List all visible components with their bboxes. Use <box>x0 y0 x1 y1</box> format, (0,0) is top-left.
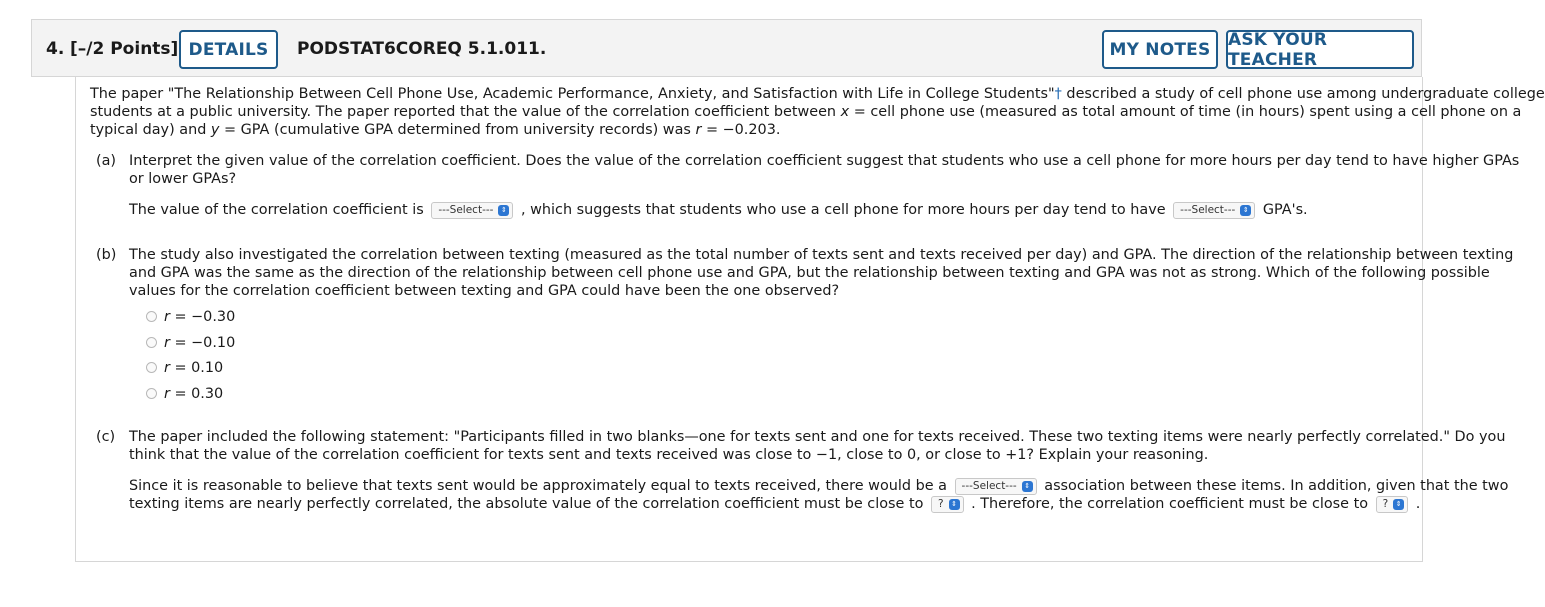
question-header <box>31 19 1422 77</box>
part-a-label: (a) <box>96 153 117 169</box>
question-code: PODSTAT6COREQ 5.1.011. <box>297 39 547 59</box>
radio-option-4-label: r = 0.30 <box>164 386 224 402</box>
select-arrow-icon: ⇕ <box>1240 205 1251 216</box>
intro-line-2: students at a public university. The paper reported that the value of the correlation coefficient between x = cell phone use (measured as total amount of time (in hours) spent using a cell phone on a <box>90 104 1522 120</box>
part-c-select-1[interactable]: ---Select--- ⇕ <box>955 478 1037 495</box>
radio-option-1-label: r = −0.30 <box>164 309 236 325</box>
intro-line-3: typical day) and y = GPA (cumulative GPA determined from university records) was r = −0.203. <box>90 122 781 138</box>
part-c-question-line-2: think that the value of the correlation coefficient for texts sent and texts received was close to −1, close to 0, or close to +1? Explain your reasoning. <box>129 447 1209 463</box>
part-c-select-2[interactable]: ? ⇕ <box>931 496 964 513</box>
part-c-answer-line-2: texting items are nearly perfectly correlated, the absolute value of the correlation coefficient must be close to ? ⇕ . Therefore, the correlation coefficient must be close to ? ⇕ . <box>129 496 1421 512</box>
radio-option-2-label: r = −0.10 <box>164 335 236 351</box>
select-arrow-icon: ⇕ <box>949 499 960 510</box>
part-b-question-line-2: and GPA was the same as the direction of the relationship between cell phone use and GPA, but the relationship between texting and GPA was not as strong. Which of the following possible <box>129 265 1490 281</box>
part-b-question-line-1: The study also investigated the correlation between texting (measured as the total number of texts sent and texts received per day) and GPA. The direction of the relationship between texting <box>129 247 1514 263</box>
select-arrow-icon: ⇕ <box>1022 481 1033 492</box>
select-arrow-icon: ⇕ <box>498 205 509 216</box>
part-a-select-1[interactable]: ---Select--- ⇕ <box>431 202 513 219</box>
part-a-question-line-1: Interpret the given value of the correlation coefficient. Does the value of the correlation coefficient suggest that students who use a cell phone for more hours per day tend to have higher GPAs <box>129 153 1520 169</box>
question-points: [–/2 Points] <box>70 39 179 59</box>
part-c-label: (c) <box>96 429 116 445</box>
radio-option-1[interactable] <box>146 311 157 322</box>
part-a-select-2[interactable]: ---Select--- ⇕ <box>1173 202 1255 219</box>
part-b-label: (b) <box>96 247 117 263</box>
part-c-select-3[interactable]: ? ⇕ <box>1376 496 1409 513</box>
details-button[interactable]: DETAILS <box>179 30 278 69</box>
question-number: 4. <box>46 39 65 59</box>
intro-line-1: The paper "The Relationship Between Cell Phone Use, Academic Performance, Anxiety, and Satisfaction with Life in College Students"† described a study of cell phone use among undergraduate college <box>90 86 1545 102</box>
part-c-answer-line-1: Since it is reasonable to believe that texts sent would be approximately equal to texts received, there would be a ---Select--- ⇕ association between these items. In addition, given that the two <box>129 478 1509 494</box>
ask-your-teacher-button[interactable]: ASK YOUR TEACHER <box>1226 30 1414 69</box>
part-c-question-line-1: The paper included the following statement: "Participants filled in two blanks—one for texts sent and one for texts received. These two texting items were nearly perfectly correlated." Do you <box>129 429 1506 445</box>
radio-option-3-label: r = 0.10 <box>164 360 224 376</box>
radio-option-4[interactable] <box>146 388 157 399</box>
part-a-answer-sentence: The value of the correlation coefficient is ---Select--- ⇕ , which suggests that students who use a cell phone for more hours per day tend to have ---Select--- ⇕ GPA's. <box>129 202 1308 218</box>
radio-option-3[interactable] <box>146 362 157 373</box>
radio-option-2[interactable] <box>146 337 157 348</box>
footnote-dagger-link[interactable]: † <box>1054 86 1062 102</box>
select-arrow-icon: ⇕ <box>1393 499 1404 510</box>
my-notes-button[interactable]: MY NOTES <box>1102 30 1218 69</box>
part-b-question-line-3: values for the correlation coefficient between texting and GPA could have been the one observed? <box>129 283 840 299</box>
part-a-question-line-2: or lower GPAs? <box>129 171 237 187</box>
